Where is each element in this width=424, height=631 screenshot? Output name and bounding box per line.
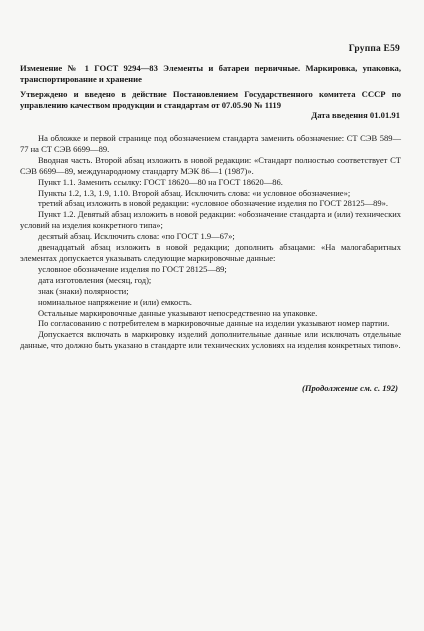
paragraph: номинальное напряжение и (или) емкость. [38, 296, 192, 307]
paragraph: Пункт 1.1. Заменить ссылку: ГОСТ 18620—80 на ГОСТ 18620—86. [38, 176, 283, 187]
paragraph: дата изготовления (месяц, год); [38, 274, 152, 285]
paragraph: Допускается включать в маркировку изделий дополнительные данные или исключать отдельные данные, что должно быть указано в стандарте или технических условиях на изделия конкретных типов». [20, 329, 401, 351]
group-label: Группа Е59 [348, 44, 400, 54]
paragraph: третий абзац изложить в новой редакции: «условное обозначение изделия по ГОСТ 28125—89». [38, 198, 389, 209]
paragraph: десятый абзац. Исключить слова: «по ГОСТ 1.9—67»; [38, 231, 235, 242]
effective-date-label: Дата введения [311, 110, 368, 120]
paragraph: Пункт 1.2. Девятый абзац изложить в новой редакции: «обозначение стандарта и (или) технических условий на изделия конкретного типа»; [20, 209, 401, 231]
continuation-note: (Продолжение см. с. 192) [301, 383, 398, 393]
paragraph: На обложке и первой странице под обозначением стандарта заменить обозначение: СТ СЭВ 589—77 на СТ СЭВ 6699—89. [20, 133, 401, 154]
document-body [20, 133, 401, 351]
paragraph: По согласованию с потребителем в маркировочные данные на изделии указывают номер партии. [38, 318, 390, 329]
effective-date-value: 01.01.91 [369, 110, 400, 120]
document-header [20, 63, 401, 111]
approval-statement: Утверждено и введено в действие Постановлением Государственного комитета СССР по управлению качеством продукции и стандартам от 07.05.90 № 1119 [20, 89, 401, 110]
amendment-title: Изменение № 1 ГОСТ 9294—83 Элементы и батареи первичные. Маркировка, упаковка, транспортирование и хранение [20, 63, 401, 84]
paragraph: двенадцатый абзац изложить в новой редакции; дополнить абзацами: «На малогабаритных элементах допускается указывать следующие маркировочные данные: [20, 242, 401, 263]
paragraph: Пункты 1.2, 1.3, 1.9, 1.10. Второй абзац. Исключить слова: «и условное обозначение»; [38, 187, 351, 198]
paragraph: Вводная часть. Второй абзац изложить в новой редакции: «Стандарт полностью соответствует СТ СЭВ 6699—89, международному стандарту МЭК 86—1 (1987)». [20, 154, 401, 176]
paragraph: знак (знаки) полярности; [38, 285, 129, 296]
paragraph: Остальные маркировочные данные указывают непосредственно на упаковке. [38, 307, 318, 318]
paragraph: условное обозначение изделия по ГОСТ 28125—89; [38, 263, 227, 274]
effective-date [311, 110, 400, 120]
